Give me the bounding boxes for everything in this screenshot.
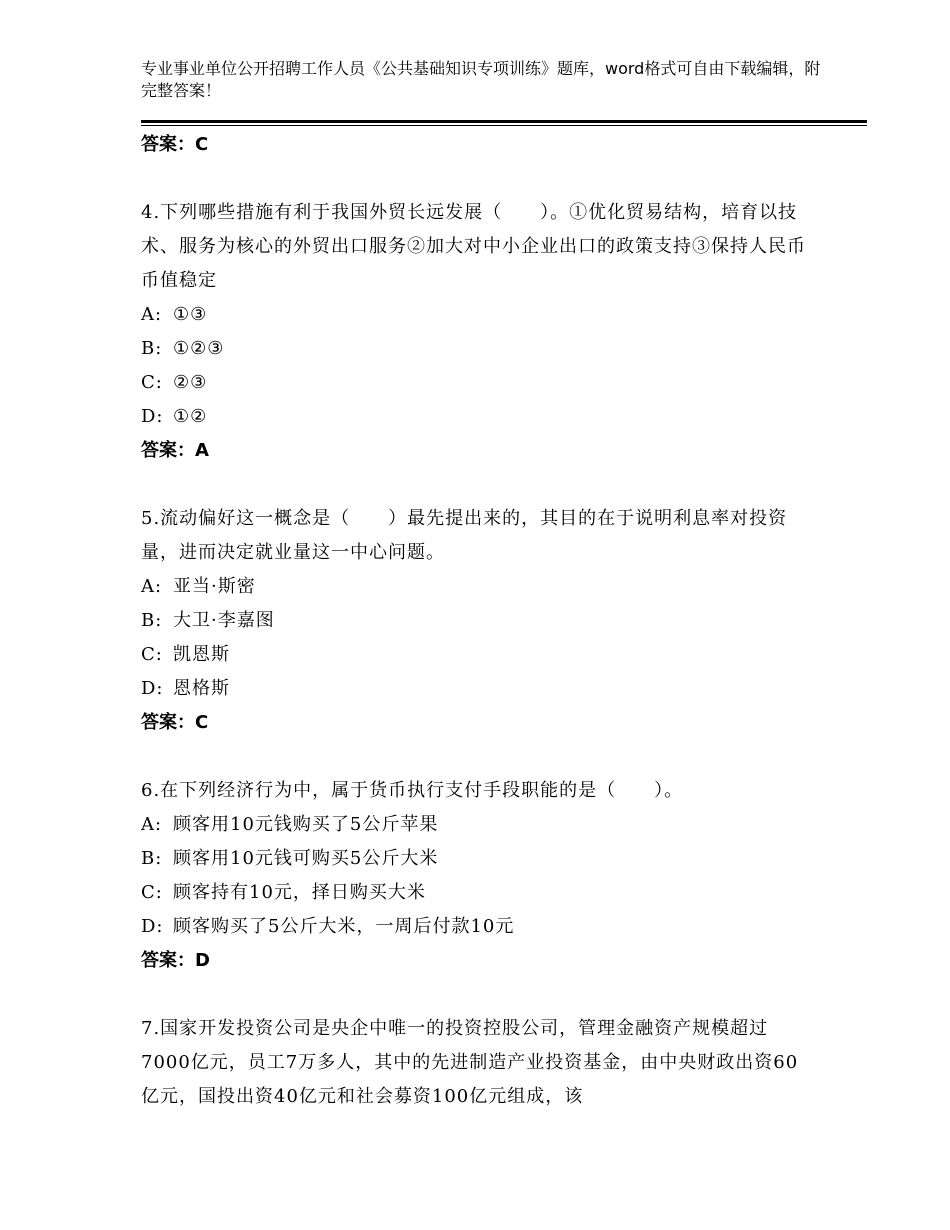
option-letter: D: bbox=[141, 678, 164, 699]
option-b bbox=[141, 332, 811, 366]
option-c bbox=[141, 876, 811, 910]
option-letter: C: bbox=[141, 372, 163, 393]
option-d bbox=[141, 400, 811, 434]
question-5 bbox=[141, 502, 811, 740]
option-text: 凯恩斯 bbox=[173, 644, 230, 665]
answer-line: 答案：D bbox=[141, 950, 210, 971]
answer-line: 答案：A bbox=[141, 440, 209, 461]
option-text: 恩格斯 bbox=[173, 678, 230, 699]
option-text: 顾客用10元钱购买了5公斤苹果 bbox=[173, 814, 439, 835]
option-a bbox=[141, 570, 811, 604]
option-text: ①②③ bbox=[173, 338, 225, 359]
option-text: ①③ bbox=[173, 304, 208, 325]
header-divider-thick bbox=[141, 120, 867, 123]
header-divider-thin bbox=[141, 125, 867, 126]
option-text: ①② bbox=[173, 406, 208, 427]
option-letter: A: bbox=[141, 304, 163, 325]
option-b bbox=[141, 604, 811, 638]
option-text: 亚当·斯密 bbox=[173, 576, 256, 597]
document-body bbox=[141, 128, 811, 1114]
question-4 bbox=[141, 196, 811, 468]
question-stem: 7.国家开发投资公司是央企中唯一的投资控股公司，管理金融资产规模超过7000亿元，员工7万多人，其中的先进制造产业投资基金，由中央财政出资60亿元，国投出资40亿元和社会募资100亿元组成，该 bbox=[141, 1018, 799, 1107]
option-letter: D: bbox=[141, 406, 164, 427]
option-letter: A: bbox=[141, 576, 163, 597]
option-text: ②③ bbox=[173, 372, 208, 393]
option-a bbox=[141, 298, 811, 332]
option-c bbox=[141, 638, 811, 672]
option-d bbox=[141, 910, 811, 944]
header-text: 专业事业单位公开招聘工作人员《公共基础知识专项训练》题库，word格式可自由下载编辑，附完整答案！ bbox=[141, 59, 821, 100]
question-6 bbox=[141, 774, 811, 978]
option-a bbox=[141, 808, 811, 842]
answer-line: 答案：C bbox=[141, 712, 209, 733]
option-text: 顾客购买了5公斤大米，一周后付款10元 bbox=[173, 916, 515, 937]
question-stem: 4.下列哪些措施有利于我国外贸长远发展（ ）。①优化贸易结构，培育以技术、服务为核心的外贸出口服务②加大对中小企业出口的政策支持③保持人民币币值稳定 bbox=[141, 202, 806, 291]
option-letter: C: bbox=[141, 882, 163, 903]
option-text: 顾客用10元钱可购买5公斤大米 bbox=[173, 848, 439, 869]
option-letter: B: bbox=[141, 848, 163, 869]
page-header bbox=[141, 58, 821, 102]
option-text: 大卫·李嘉图 bbox=[173, 610, 275, 631]
option-letter: A: bbox=[141, 814, 163, 835]
option-letter: C: bbox=[141, 644, 163, 665]
option-b bbox=[141, 842, 811, 876]
option-d bbox=[141, 672, 811, 706]
question-stem: 5.流动偏好这一概念是（ ）最先提出来的，其目的在于说明利息率对投资量，进而决定就业量这一中心问题。 bbox=[141, 508, 788, 563]
answer-line: 答案：C bbox=[141, 134, 209, 155]
question-stem: 6.在下列经济行为中，属于货币执行支付手段职能的是（ ）。 bbox=[141, 780, 684, 801]
question-7 bbox=[141, 1012, 811, 1114]
option-letter: B: bbox=[141, 610, 163, 631]
option-letter: B: bbox=[141, 338, 163, 359]
option-c bbox=[141, 366, 811, 400]
option-text: 顾客持有10元，择日购买大米 bbox=[173, 882, 426, 903]
option-letter: D: bbox=[141, 916, 164, 937]
